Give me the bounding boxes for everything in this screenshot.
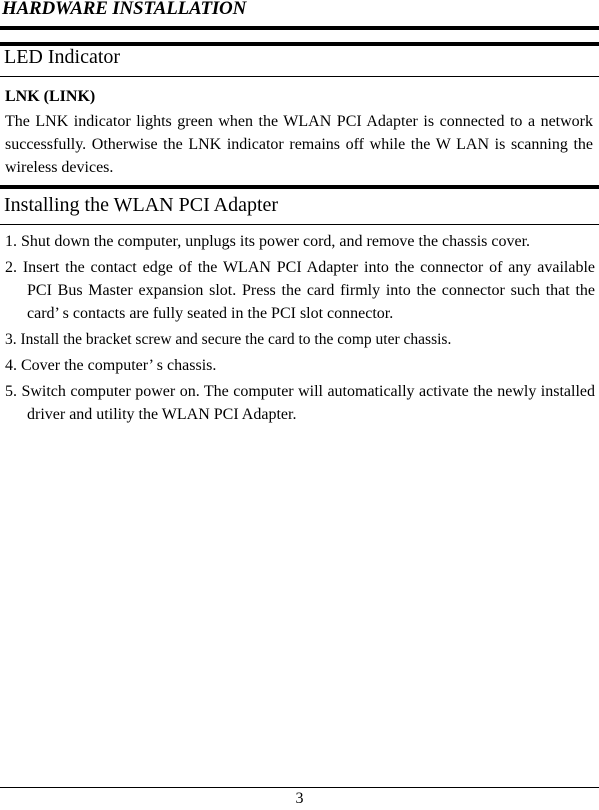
install-title-rule [0, 224, 599, 225]
page-number: 3 [295, 790, 304, 807]
page-header: HARDWARE INSTALLATION [2, 0, 247, 19]
install-step: 4. Cover the computer’ s chassis. [5, 357, 217, 374]
install-section-title: Installing the WLAN PCI Adapter [4, 194, 279, 216]
led-section-title: LED Indicator [4, 46, 121, 68]
install-step: 2. Insert the contact edge of the WLAN PCI Adapter into the connector of any available PCI Bus Master expansion slot. Press the card firmly into the connector such that the card’ s contacts are fully seated in the PCI slot connector. [5, 259, 595, 322]
footer-rule [0, 787, 599, 788]
led-subheading: LNK (LINK) [5, 88, 96, 105]
install-step: 5. Switch computer power on. The computer will automatically activate the newly installed driver and utility the WLAN PCI Adapter. [5, 383, 595, 423]
install-steps-list [5, 230, 595, 429]
header-rule [0, 26, 599, 30]
install-top-rule [0, 185, 599, 189]
install-step: 1. Shut down the computer, unplugs its power cord, and remove the chassis cover. [5, 233, 531, 250]
install-step: 3. Install the bracket screw and secure the card to the comp uter chassis. [5, 331, 452, 348]
led-paragraph: The LNK indicator lights green when the WLAN PCI Adapter is connected to a network successfully. Otherwise the LNK indicator remains off while the W LAN is scanning the wireless devices. [5, 113, 593, 176]
led-title-rule [0, 76, 599, 77]
